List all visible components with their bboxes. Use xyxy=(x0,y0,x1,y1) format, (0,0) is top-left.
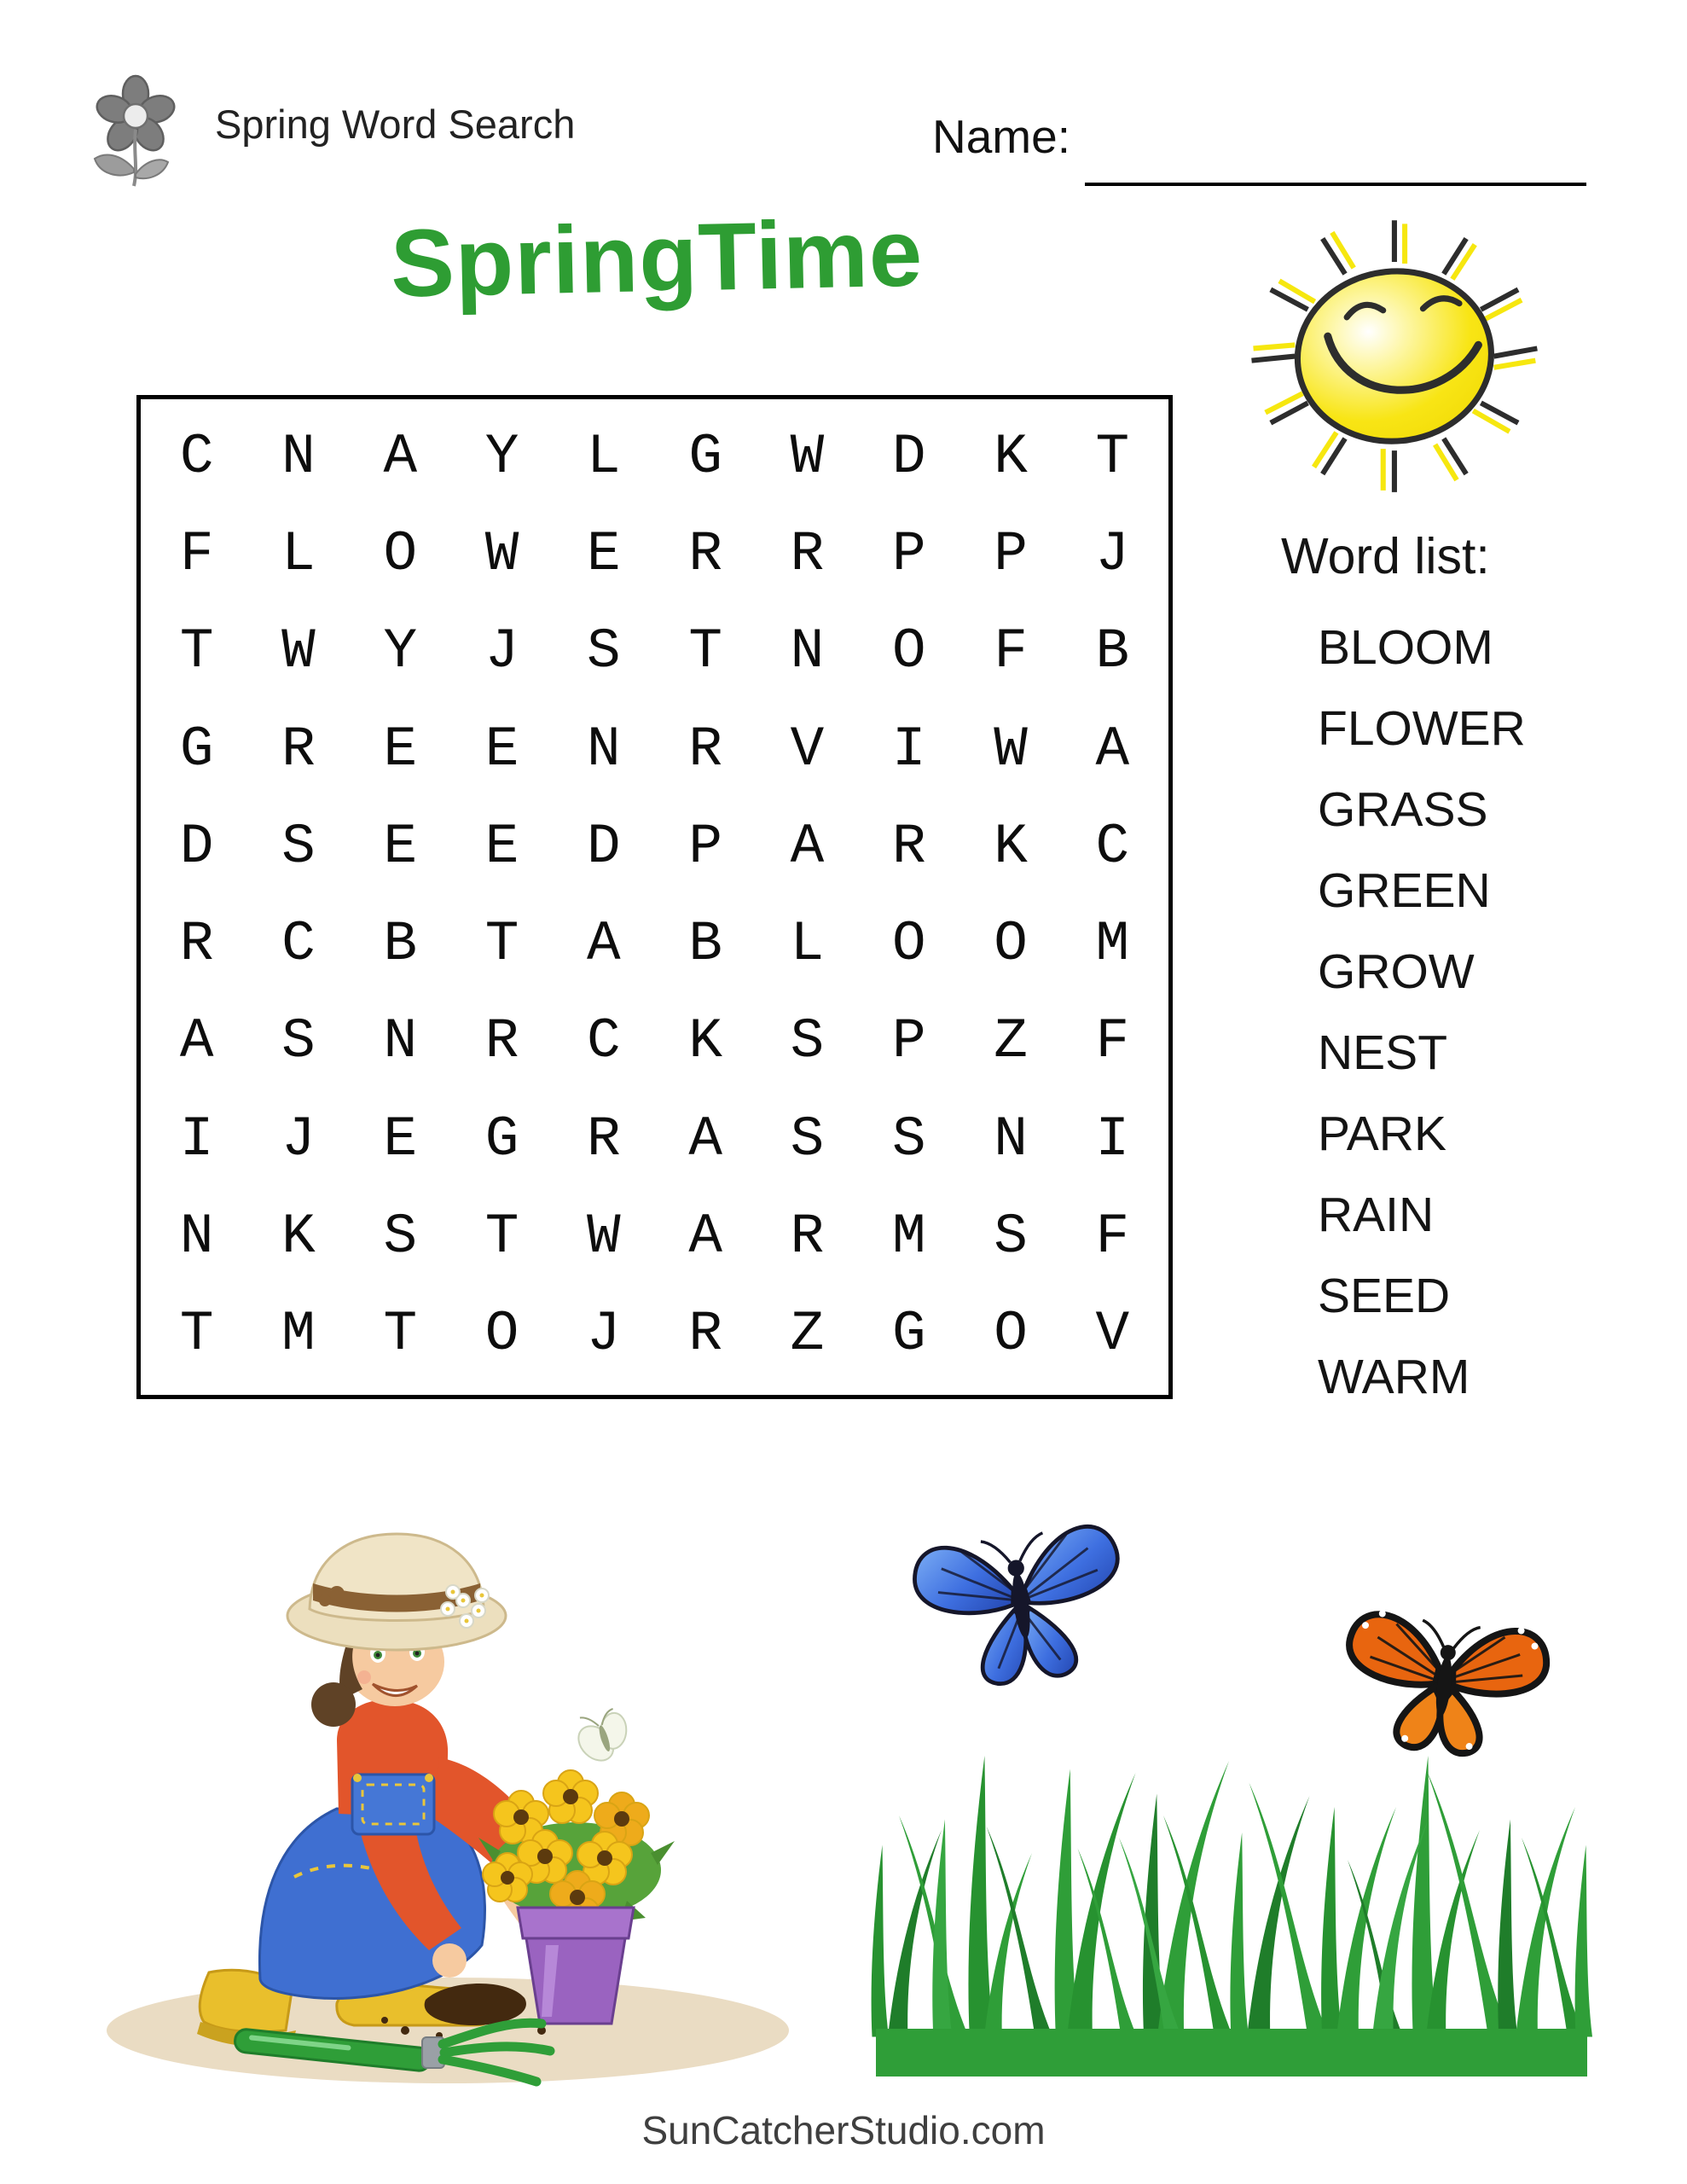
grid-cell-r6c3[interactable]: B xyxy=(383,912,418,977)
grid-cell-r3c9[interactable]: F xyxy=(994,619,1028,684)
grid-cell-r7c3[interactable]: N xyxy=(383,1009,418,1074)
grid-cell-r6c6[interactable]: B xyxy=(688,912,722,977)
grid-cell-r2c1[interactable]: F xyxy=(179,521,214,586)
name-label: Name: xyxy=(932,110,1070,163)
word-list xyxy=(1318,607,1526,1418)
grid-cell-r7c2[interactable]: S xyxy=(281,1009,316,1074)
grid-cell-r7c8[interactable]: P xyxy=(891,1009,926,1074)
grid-cell-r4c3[interactable]: E xyxy=(383,717,418,781)
grid-cell-r9c3[interactable]: S xyxy=(383,1205,418,1269)
grid-cell-r1c7[interactable]: W xyxy=(790,424,825,489)
word-list-item: RAIN xyxy=(1318,1188,1435,1242)
word-list-item: SEED xyxy=(1318,1269,1451,1323)
grid-cell-r8c5[interactable]: R xyxy=(587,1107,621,1171)
grid-cell-r8c8[interactable]: S xyxy=(891,1107,926,1171)
grid-cell-r2c4[interactable]: W xyxy=(484,521,519,586)
grid-cell-r6c2[interactable]: C xyxy=(281,912,316,977)
grid-cell-r6c4[interactable]: T xyxy=(484,912,519,977)
grid-cell-r6c8[interactable]: O xyxy=(891,912,926,977)
grid-cell-r3c7[interactable]: N xyxy=(790,619,825,684)
grid-cell-r4c4[interactable]: E xyxy=(484,717,519,781)
word-list-item: GREEN xyxy=(1318,863,1491,918)
flower-icon xyxy=(84,72,188,191)
grid-cell-r3c10[interactable]: B xyxy=(1095,619,1130,684)
grid-cell-r2c3[interactable]: O xyxy=(383,521,418,586)
grid-cell-r10c5[interactable]: J xyxy=(587,1302,621,1367)
word-list-heading: Word list: xyxy=(1281,528,1490,584)
grid-cell-r8c3[interactable]: E xyxy=(383,1107,418,1171)
puzzle-title: SpringTime xyxy=(389,199,925,317)
grid-cell-r3c4[interactable]: J xyxy=(484,619,519,684)
grid-cell-r4c2[interactable]: R xyxy=(281,717,316,781)
grid-cell-r1c10[interactable]: T xyxy=(1095,424,1130,489)
grid-cell-r8c4[interactable]: G xyxy=(484,1107,519,1171)
grid-cell-r9c8[interactable]: M xyxy=(891,1205,926,1269)
name-input-line[interactable] xyxy=(1085,183,1586,186)
grid-cell-r4c7[interactable]: V xyxy=(790,717,825,781)
grid-cell-r6c5[interactable]: A xyxy=(587,912,621,977)
grid-cell-r5c3[interactable]: E xyxy=(383,814,418,879)
grid-cell-r3c8[interactable]: O xyxy=(891,619,926,684)
grid-cell-r9c6[interactable]: A xyxy=(688,1205,722,1269)
grid-cell-r3c3[interactable]: Y xyxy=(383,619,418,684)
grid-cell-r7c4[interactable]: R xyxy=(484,1009,519,1074)
gardening-girl-illustration xyxy=(81,1433,849,2099)
grid-cell-r4c10[interactable]: A xyxy=(1095,717,1130,781)
grid-cell-r7c10[interactable]: F xyxy=(1095,1009,1130,1074)
white-butterfly-icon xyxy=(566,1704,641,1774)
grid-cell-r7c9[interactable]: Z xyxy=(994,1009,1028,1074)
page-title: Spring Word Search xyxy=(215,102,576,147)
grid-cell-r6c9[interactable]: O xyxy=(994,912,1028,977)
grid-cell-r4c8[interactable]: I xyxy=(891,717,926,781)
footer-site-text: SunCatcherStudio.com xyxy=(641,2108,1046,2152)
grid-cell-r10c2[interactable]: M xyxy=(281,1302,316,1367)
grid-cell-r4c9[interactable]: W xyxy=(994,717,1028,781)
grid-cell-r1c6[interactable]: G xyxy=(688,424,722,489)
grid-cell-r10c7[interactable]: Z xyxy=(790,1302,825,1367)
grid-cell-r9c5[interactable]: W xyxy=(587,1205,621,1269)
word-list-item: FLOWER xyxy=(1318,701,1526,756)
grid-cell-r5c2[interactable]: S xyxy=(281,814,316,879)
grid-cell-r4c1[interactable]: G xyxy=(179,717,214,781)
grid-cell-r7c6[interactable]: K xyxy=(688,1009,722,1074)
grid-cell-r5c6[interactable]: P xyxy=(688,814,722,879)
grid-cell-r8c6[interactable]: A xyxy=(688,1107,722,1171)
grass-icon xyxy=(843,1756,1620,2088)
grid-cell-r10c3[interactable]: T xyxy=(383,1302,418,1367)
grid-cell-r10c6[interactable]: R xyxy=(688,1302,722,1367)
grid-cell-r8c1[interactable]: I xyxy=(179,1107,214,1171)
grid-cell-r7c1[interactable]: A xyxy=(179,1009,214,1074)
grid-cell-r3c5[interactable]: S xyxy=(587,619,621,684)
word-list-item: BLOOM xyxy=(1318,620,1493,675)
grid-cell-r6c7[interactable]: L xyxy=(790,912,825,977)
grid-cell-r1c8[interactable]: D xyxy=(891,424,926,489)
grid-cell-r2c2[interactable]: L xyxy=(281,521,316,586)
grid-cell-r2c10[interactable]: J xyxy=(1095,521,1130,586)
grid-cell-r9c1[interactable]: N xyxy=(179,1205,214,1269)
grid-cell-r3c1[interactable]: T xyxy=(179,619,214,684)
blue-butterfly-icon xyxy=(896,1476,1143,1698)
word-list-item: GRASS xyxy=(1318,782,1488,837)
grid-cell-r1c1[interactable]: C xyxy=(179,424,214,489)
grid-cell-r3c2[interactable]: W xyxy=(281,619,316,684)
grid-cell-r1c2[interactable]: N xyxy=(281,424,316,489)
grid-cell-r9c4[interactable]: T xyxy=(484,1205,519,1269)
grid-cell-r7c5[interactable]: C xyxy=(587,1009,621,1074)
grid-cell-r4c5[interactable]: N xyxy=(587,717,621,781)
grid-cell-r6c10[interactable]: M xyxy=(1095,912,1130,977)
grid-cell-r10c4[interactable]: O xyxy=(484,1302,519,1367)
grid-cell-r7c7[interactable]: S xyxy=(790,1009,825,1074)
grid-cell-r1c5[interactable]: L xyxy=(587,424,621,489)
grid-cell-r9c10[interactable]: F xyxy=(1095,1205,1130,1269)
grid-cell-r2c7[interactable]: R xyxy=(790,521,825,586)
grid-cell-r1c9[interactable]: K xyxy=(994,424,1028,489)
monarch-butterfly-icon xyxy=(1326,1574,1565,1770)
grid-cell-r5c9[interactable]: K xyxy=(994,814,1028,879)
grid-cell-r5c5[interactable]: D xyxy=(587,814,621,879)
grid-cell-r2c9[interactable]: P xyxy=(994,521,1028,586)
grid-cell-r8c10[interactable]: I xyxy=(1095,1107,1130,1171)
grid-cell-r8c2[interactable]: J xyxy=(281,1107,316,1171)
grid-cell-r3c6[interactable]: T xyxy=(688,619,722,684)
grid-cell-r10c10[interactable]: V xyxy=(1095,1302,1130,1367)
grid-cell-r5c4[interactable]: E xyxy=(484,814,519,879)
grid-cell-r8c7[interactable]: S xyxy=(790,1107,825,1171)
grid-cell-r5c1[interactable]: D xyxy=(179,814,214,879)
grid-cell-r8c9[interactable]: N xyxy=(994,1107,1028,1171)
grid-cell-r2c8[interactable]: P xyxy=(891,521,926,586)
grid-cell-r9c9[interactable]: S xyxy=(994,1205,1028,1269)
word-list-item: GROW xyxy=(1318,944,1475,999)
word-list-item: NEST xyxy=(1318,1025,1448,1080)
word-search-grid xyxy=(136,395,1173,1399)
word-list-item: WARM xyxy=(1318,1350,1470,1404)
sun-icon xyxy=(1215,205,1582,499)
grid-cell-r1c4[interactable]: Y xyxy=(484,424,519,489)
grid-cell-r9c7[interactable]: R xyxy=(790,1205,825,1269)
grid-cell-r2c5[interactable]: E xyxy=(587,521,621,586)
grid-cell-r1c3[interactable]: A xyxy=(383,424,418,489)
grid-cell-r4c6[interactable]: R xyxy=(688,717,722,781)
grid-cell-r5c7[interactable]: A xyxy=(790,814,825,879)
grid-cell-r10c8[interactable]: G xyxy=(891,1302,926,1367)
grid-cell-r10c9[interactable]: O xyxy=(994,1302,1028,1367)
grid-cell-r10c1[interactable]: T xyxy=(179,1302,214,1367)
word-list-item: PARK xyxy=(1318,1107,1446,1161)
grid-cell-r2c6[interactable]: R xyxy=(688,521,722,586)
grid-cell-r5c8[interactable]: R xyxy=(891,814,926,879)
grid-cell-r5c10[interactable]: C xyxy=(1095,814,1130,879)
grid-cell-r6c1[interactable]: R xyxy=(179,912,214,977)
grid-cell-r9c2[interactable]: K xyxy=(281,1205,316,1269)
